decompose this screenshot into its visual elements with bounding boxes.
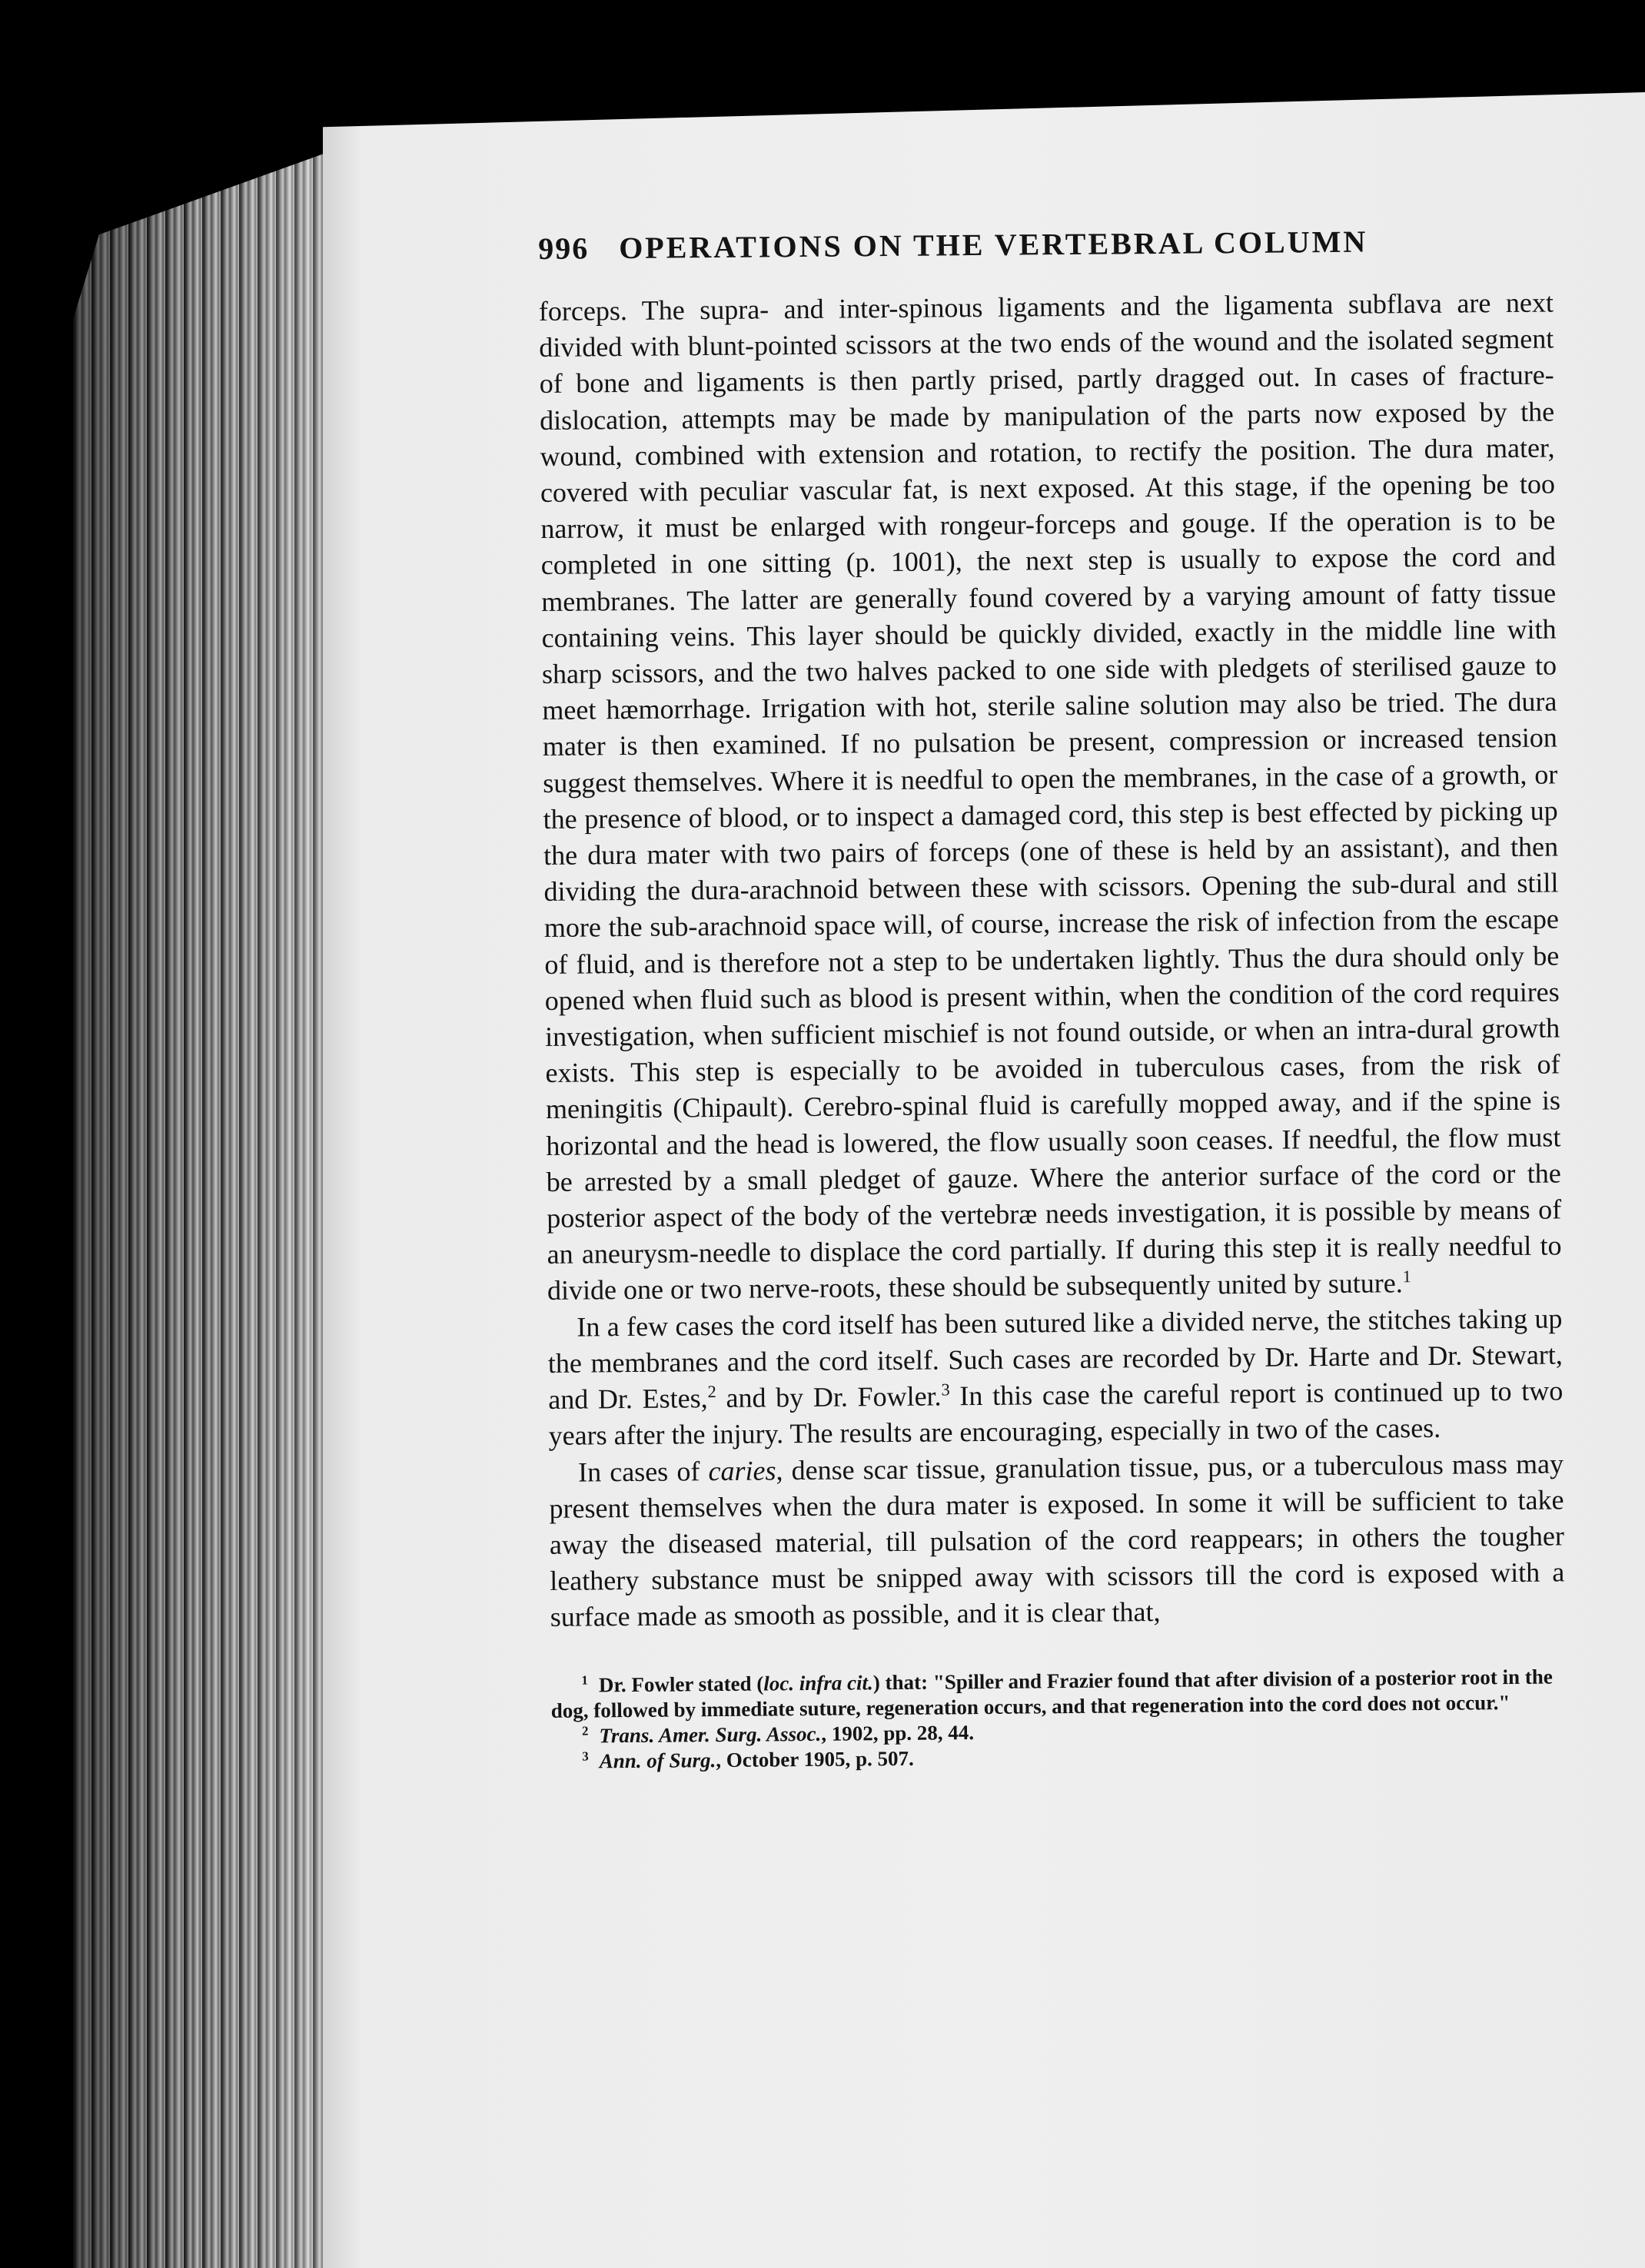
footnote-3-text: , October 1905, p. 507.: [716, 1746, 914, 1772]
paragraph-2-text-c: In this case the careful report is continued up to two years after the injury. The results are encouraging, especially in two of the cases.: [548, 1375, 1564, 1452]
paragraph-3-text-b: , dense scar tissue, granulation tissue, pus, or a tuberculous mass may present themselves when the dura mater is exposed. In some it will be sufficient to take away the diseased material, till pulsation of the cord reappears; in others the tougher leathery substance must be snipped away with scissors till the cord is exposed with a surface made as smooth as possible, and it is clear that,: [549, 1447, 1565, 1633]
paragraph-3-text-a: In cases of: [577, 1455, 709, 1488]
footnote-3-italic: Ann. of Surg.: [599, 1748, 716, 1772]
footnote-ref-1: 1: [1402, 1267, 1411, 1287]
body-text: [539, 284, 1565, 1635]
paragraph-1-text: forceps. The supra- and inter-spinous ligaments and the ligamenta subflava are next divided with blunt-pointed scissors at the two ends of the wound and the isolated segment of bone and ligaments is then partly prised, partly dragged out. In cases of fracture-dislocation, attempts may be made by manipulation of the parts now exposed by the wound, combined with extension and rotation, to rectify the position. The dura mater, covered with peculiar vascular fat, is next exposed. At this stage, if the opening be too narrow, it must be enlarged with rongeur-forceps and gouge. If the operation is to be completed in one sitting (p. 1001), the next step is usually to expose the cord and membranes. The latter are generally found covered by a varying amount of fatty tissue containing veins. This layer should be quickly divided, exactly in the middle line with sharp scissors, and the two halves packed to one side with pledgets of sterilised gauze to meet hæmorrhage. Irrigation with hot, sterile saline solution may also be tried. The dura mater is then examined. If no pulsation be present, compression or increased tension suggest themselves. Where it is needful to open the membranes, in the case of a growth, or the presence of blood, or to inspect a damaged cord, this step is best effected by picking up the dura mater with two pairs of forceps (one of these is held by an assistant), and then dividing the dura-arachnoid between these with scissors. Opening the sub-dural and still more the sub-arachnoid space will, of course, increase the risk of infection from the escape of fluid, and is therefore not a step to be undertaken lightly. Thus the dura should only be opened when fluid such as blood is present within, when the condition of the cord requires investigation, when sufficient mischief is not found outside, or when an intra-dural growth exists. This step is especially to be avoided in tuberculous cases, from the risk of meningitis (Chipault). Cerebro-spinal fluid is carefully mopped away, and if the spine is horizontal and the head is lowered, the flow usually soon ceases. If needful, the flow must be arrested by a small pledget of gauze. Where the anterior surface of the cord or the posterior aspect of the body of the vertebræ needs investigation, it is possible by means of an aneurysm-needle to displace the cord partially. If during this step it is really needful to divide one or two nerve-roots, these should be subsequently united by suture.: [538, 287, 1562, 1307]
paragraph-2-text-a: In a few cases the cord itself has been sutured like a divided nerve, the stitches taking up the membranes and the cord itself. Such cases are recorded by Dr. Harte and Dr. Stewart, and Dr. Estes,: [547, 1303, 1563, 1416]
paragraph-2-text-b: and by Dr. Fowler.: [716, 1380, 942, 1414]
paragraph-3: [549, 1446, 1565, 1636]
footnote-1-text-b: ) that: "Spiller and Frazier found that after division of a posterior root in the dog, followed by immediate suture, regeneration occurs, and that regeneration into the cord does not occur.": [550, 1665, 1553, 1722]
page-edges: [73, 150, 334, 2268]
footnote-ref-3: 3: [941, 1380, 950, 1400]
footnote-mark-2: 2: [581, 1723, 589, 1738]
footnote-1: [550, 1664, 1566, 1724]
footnote-2-italic: Trans. Amer. Surg. Assoc.: [599, 1722, 822, 1747]
footnote-ref-2: 2: [707, 1382, 716, 1402]
footnote-2-text: , 1902, pp. 28, 44.: [821, 1720, 975, 1745]
page-content: [538, 221, 1566, 1774]
footnote-mark-1: 1: [581, 1672, 588, 1688]
footnote-mark-3: 3: [582, 1748, 589, 1764]
paragraph-2: [547, 1300, 1564, 1454]
footnote-1-text-a: Dr. Fowler stated (: [598, 1672, 764, 1696]
page-number: 996: [538, 231, 590, 266]
running-title: OPERATIONS ON THE VERTEBRAL COLUMN: [619, 224, 1368, 266]
footnote-1-italic: loc. infra cit.: [763, 1670, 873, 1695]
paragraph-3-italic: caries: [708, 1454, 776, 1486]
footnotes: [550, 1664, 1566, 1775]
running-head: [538, 221, 1553, 277]
paragraph-1: [539, 284, 1562, 1309]
